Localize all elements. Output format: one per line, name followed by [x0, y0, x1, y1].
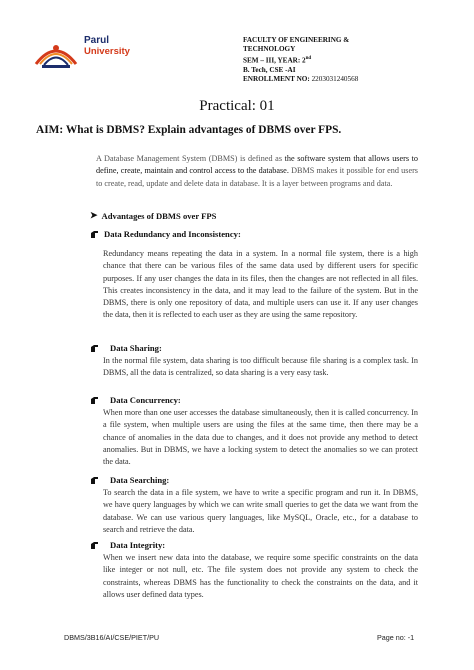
aim-heading: AIM: What is DBMS? Explain advantages of DBMS over FPS. [36, 124, 342, 136]
section-heading-concurrency: Data Concurrency: [90, 395, 181, 405]
enrollment-number: 2203031240568 [311, 74, 359, 83]
section-heading-sharing: Data Sharing: [90, 343, 162, 353]
section-text-redundancy: Redundancy means repeating the data in a system. In a normal file system, there is a high chance that there can be various files of the same data used by different users for specific purposes. If any user changes the data in its files, then the changes are not reflected in all files. This creates inconsistency in the data, and it may lead to the failure of the system. But in the DBMS, there is only one repository of data, and multiple users can use it. If any user changes the data, then it is reflected to each user as they are using the same repository. [103, 249, 418, 320]
section-text-integrity: When we insert new data into the database, we require some specific constraints on the data like integer or not null, etc. The file system does not provide any system to check the constraints, whereas DBMS has the functionality to check the constraints on the data, and it allows user defined data types. [103, 553, 418, 599]
section-heading-searching: Data Searching: [90, 475, 169, 485]
section-text-sharing: In the normal file system, data sharing is too difficult because file sharing is a complex task. In DBMS, all the data is centralized, so data sharing is a very easy task. [103, 356, 418, 378]
advantages-heading: ➤ Advantages of DBMS over FPS [90, 210, 217, 221]
sem-year: SEM – III, YEAR: 2nd [243, 56, 312, 65]
intro-paragraph: A Database Management System (DBMS) is defined as the software system that allows users to define, create, maintain and control access to the database. DBMS makes it possible for end users to create, read, update and delete data in database. It is a layer between programs and data. [96, 154, 418, 188]
university-logo [32, 34, 182, 74]
logo-text-university: University [84, 45, 130, 57]
footer-course-code: DBMS/3B16/AI/CSE/PIET/PU [64, 633, 160, 642]
footer-page-number: Page no: -1 [377, 633, 415, 642]
pen-hand-icon [90, 230, 99, 239]
pen-hand-icon [90, 541, 99, 550]
program: B. Tech, CSE -AI [243, 65, 296, 74]
section-heading-integrity: Data Integrity: [90, 540, 165, 550]
logo-text-parul: Parul [84, 35, 110, 46]
pen-hand-icon [90, 344, 99, 353]
faculty-line-1: FACULTY OF ENGINEERING & [243, 36, 350, 44]
page-title: Practical: 01 [199, 98, 275, 114]
arrow-bullet-icon: ➤ [90, 210, 98, 220]
faculty-line-2: TECHNOLOGY [243, 45, 296, 54]
pen-hand-icon [90, 396, 99, 405]
section-text-searching: To search the data in a file system, we have to write a specific program and run it. In DBMS, we have query languages by which we can write small queries to get the data we want from the database. We can use various query languages, like MySQL, Oracle, etc., for a database to search and retrieve the data. [103, 488, 418, 534]
parul-logo-icon [32, 34, 80, 74]
section-heading-redundancy: Data Redundancy and Inconsistency: [90, 229, 241, 239]
enrollment: ENROLLMENT NO: 2203031240568 [243, 74, 359, 83]
section-text-concurrency: When more than one user accesses the database simultaneously, then it is called concurrency. In a file system, when multiple users are using the files at the same time, then there may be a chance of anomalies in the data due to changes, and it does not provide any method to detect anomalies. But in DBMS, we have a locking system to detect the anomalies so we can protect the data. [103, 408, 418, 467]
pen-hand-icon [90, 476, 99, 485]
document-header [243, 36, 458, 84]
